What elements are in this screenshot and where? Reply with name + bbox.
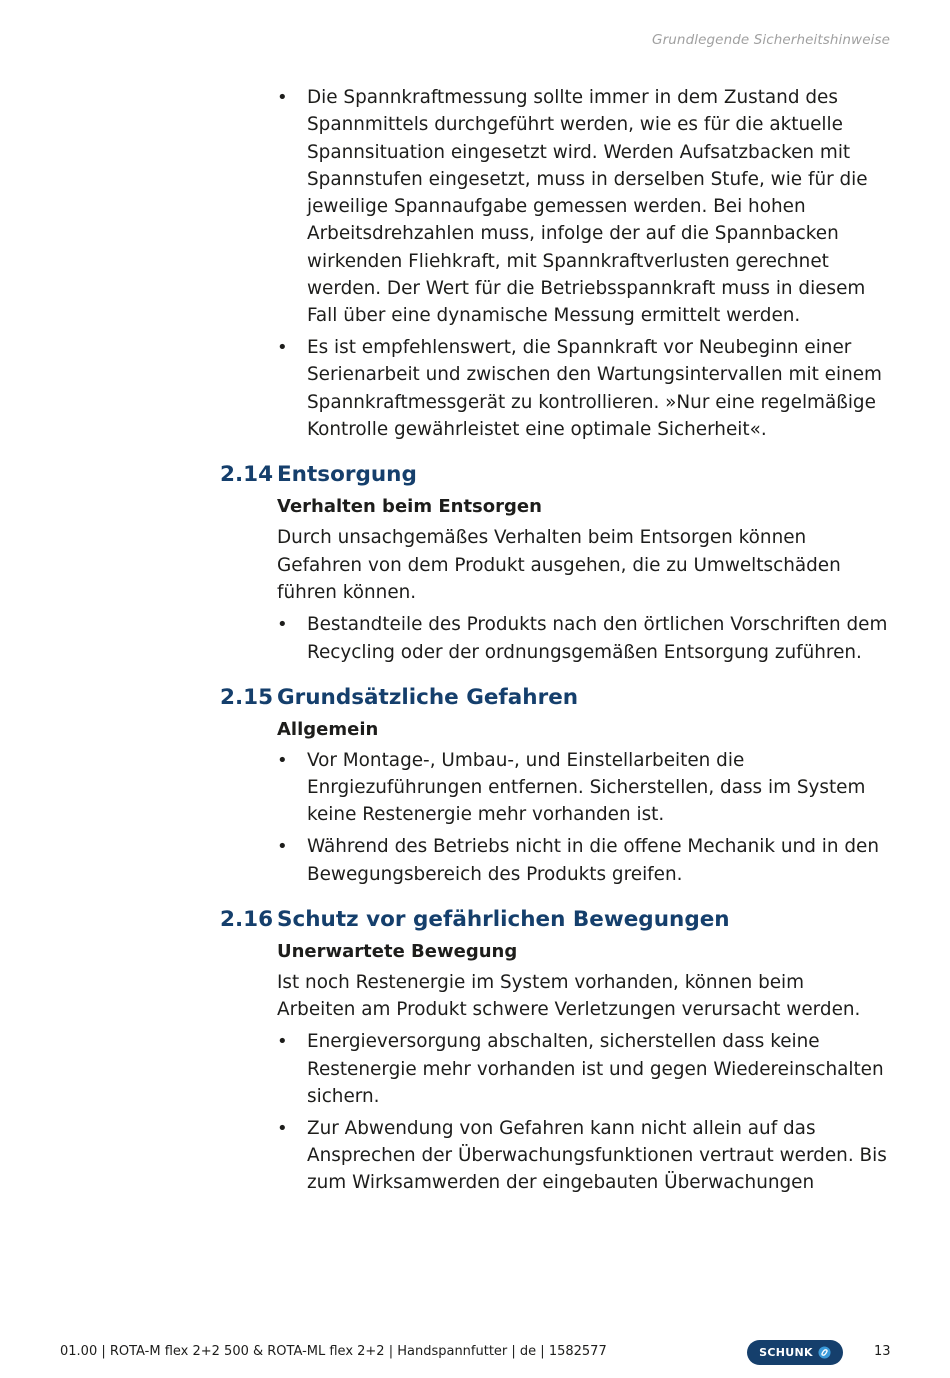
list-item: • Vor Montage-, Umbau-, und Einstellarbeiten die Enrgiezuführungen entfernen. Sicherstellen, dass im System keine Restenergie mehr vorhanden ist. [307,747,897,829]
paragraph: Ist noch Restenergie im System vorhanden, können beim Arbeiten am Produkt schwere Verletzungen verursacht werden. [277,971,861,1021]
list-item: • Bestandteile des Produkts nach den örtlichen Vorschriften dem Recycling oder der ordnungsgemäßen Entsorgung zuführen. [307,611,897,666]
running-header: Grundlegende Sicherheitshinweise [652,32,890,48]
section-number: 2.15 [220,684,274,710]
section-2-15 [0,685,950,888]
bullet-list [307,611,897,666]
list-item: • Es ist empfehlenswert, die Spannkraft vor Neubeginn einer Serienarbeit und zwischen den Wartungsintervallen mit einem Spannkraftmessgerät zu kontrollieren. »Nur eine regelmäßige Kontrolle gewährleistet eine optimale Sicherheit«. [307,334,897,443]
paragraph: Durch unsachgemäßes Verhalten beim Entsorgen können Gefahren von dem Produkt ausgehen, die zu Umweltschäden führen können. [277,527,841,603]
subheading: Verhalten beim Entsorgen [277,496,542,518]
footer-document-info: 01.00 | ROTA-M flex 2+2 500 & ROTA-ML flex 2+2 | Handspannfutter | de | 1582577 [60,1344,607,1359]
bullet-list [307,747,897,888]
section-2-16 [0,907,950,1197]
section-title: Schutz vor gefährlichen Bewegungen [277,906,730,932]
subheading: Unerwartete Bewegung [277,940,518,962]
section-number: 2.16 [220,906,274,932]
list-item: • Die Spannkraftmessung sollte immer in dem Zustand des Spannmittels durchgeführt werden, wie es für die aktuelle Spannsituation eingesetzt wird. Werden Aufsatzbacken mit Spannstufen eingesetzt, muss in derselben Stufe, wie für die jeweilige Spannaufgabe gemessen werden. Bei hohen Arbeitsdrehzahlen muss, infolge der auf die Spannbacken wirkenden Fliehkraft, mit Spannkraftverlusten gerechnet werden. Der Wert für die Betriebsspannkraft muss in diesem Fall über eine dynamische Messung ermittelt werden. [307,84,897,330]
list-item: • Energieversorgung abschalten, sicherstellen dass keine Restenergie mehr vorhanden ist und gegen Wiedereinschalten sichern. [307,1028,897,1110]
intro-bullet-list [307,84,897,443]
page-number: 13 [874,1344,891,1359]
logo-mark-icon [818,1346,831,1359]
section-title: Grundsätzliche Gefahren [277,684,579,710]
section-number: 2.14 [220,462,274,488]
logo-text: SCHUNK [759,1346,813,1359]
bullet-list [307,1028,897,1196]
section-heading [0,907,950,939]
section-2-14 [0,462,950,665]
page-content [0,84,950,1201]
section-heading [0,462,950,494]
subheading: Allgemein [277,718,379,740]
schunk-logo [747,1340,843,1365]
section-title: Entsorgung [277,462,417,488]
list-item: • Zur Abwendung von Gefahren kann nicht allein auf das Ansprechen der Überwachungsfunktionen vertraut werden. Bis zum Wirksamwerden der eingebauten Überwachungen [307,1115,897,1197]
list-item: • Während des Betriebs nicht in die offene Mechanik und in den Bewegungsbereich des Produkts greifen. [307,833,897,888]
section-heading [0,685,950,717]
